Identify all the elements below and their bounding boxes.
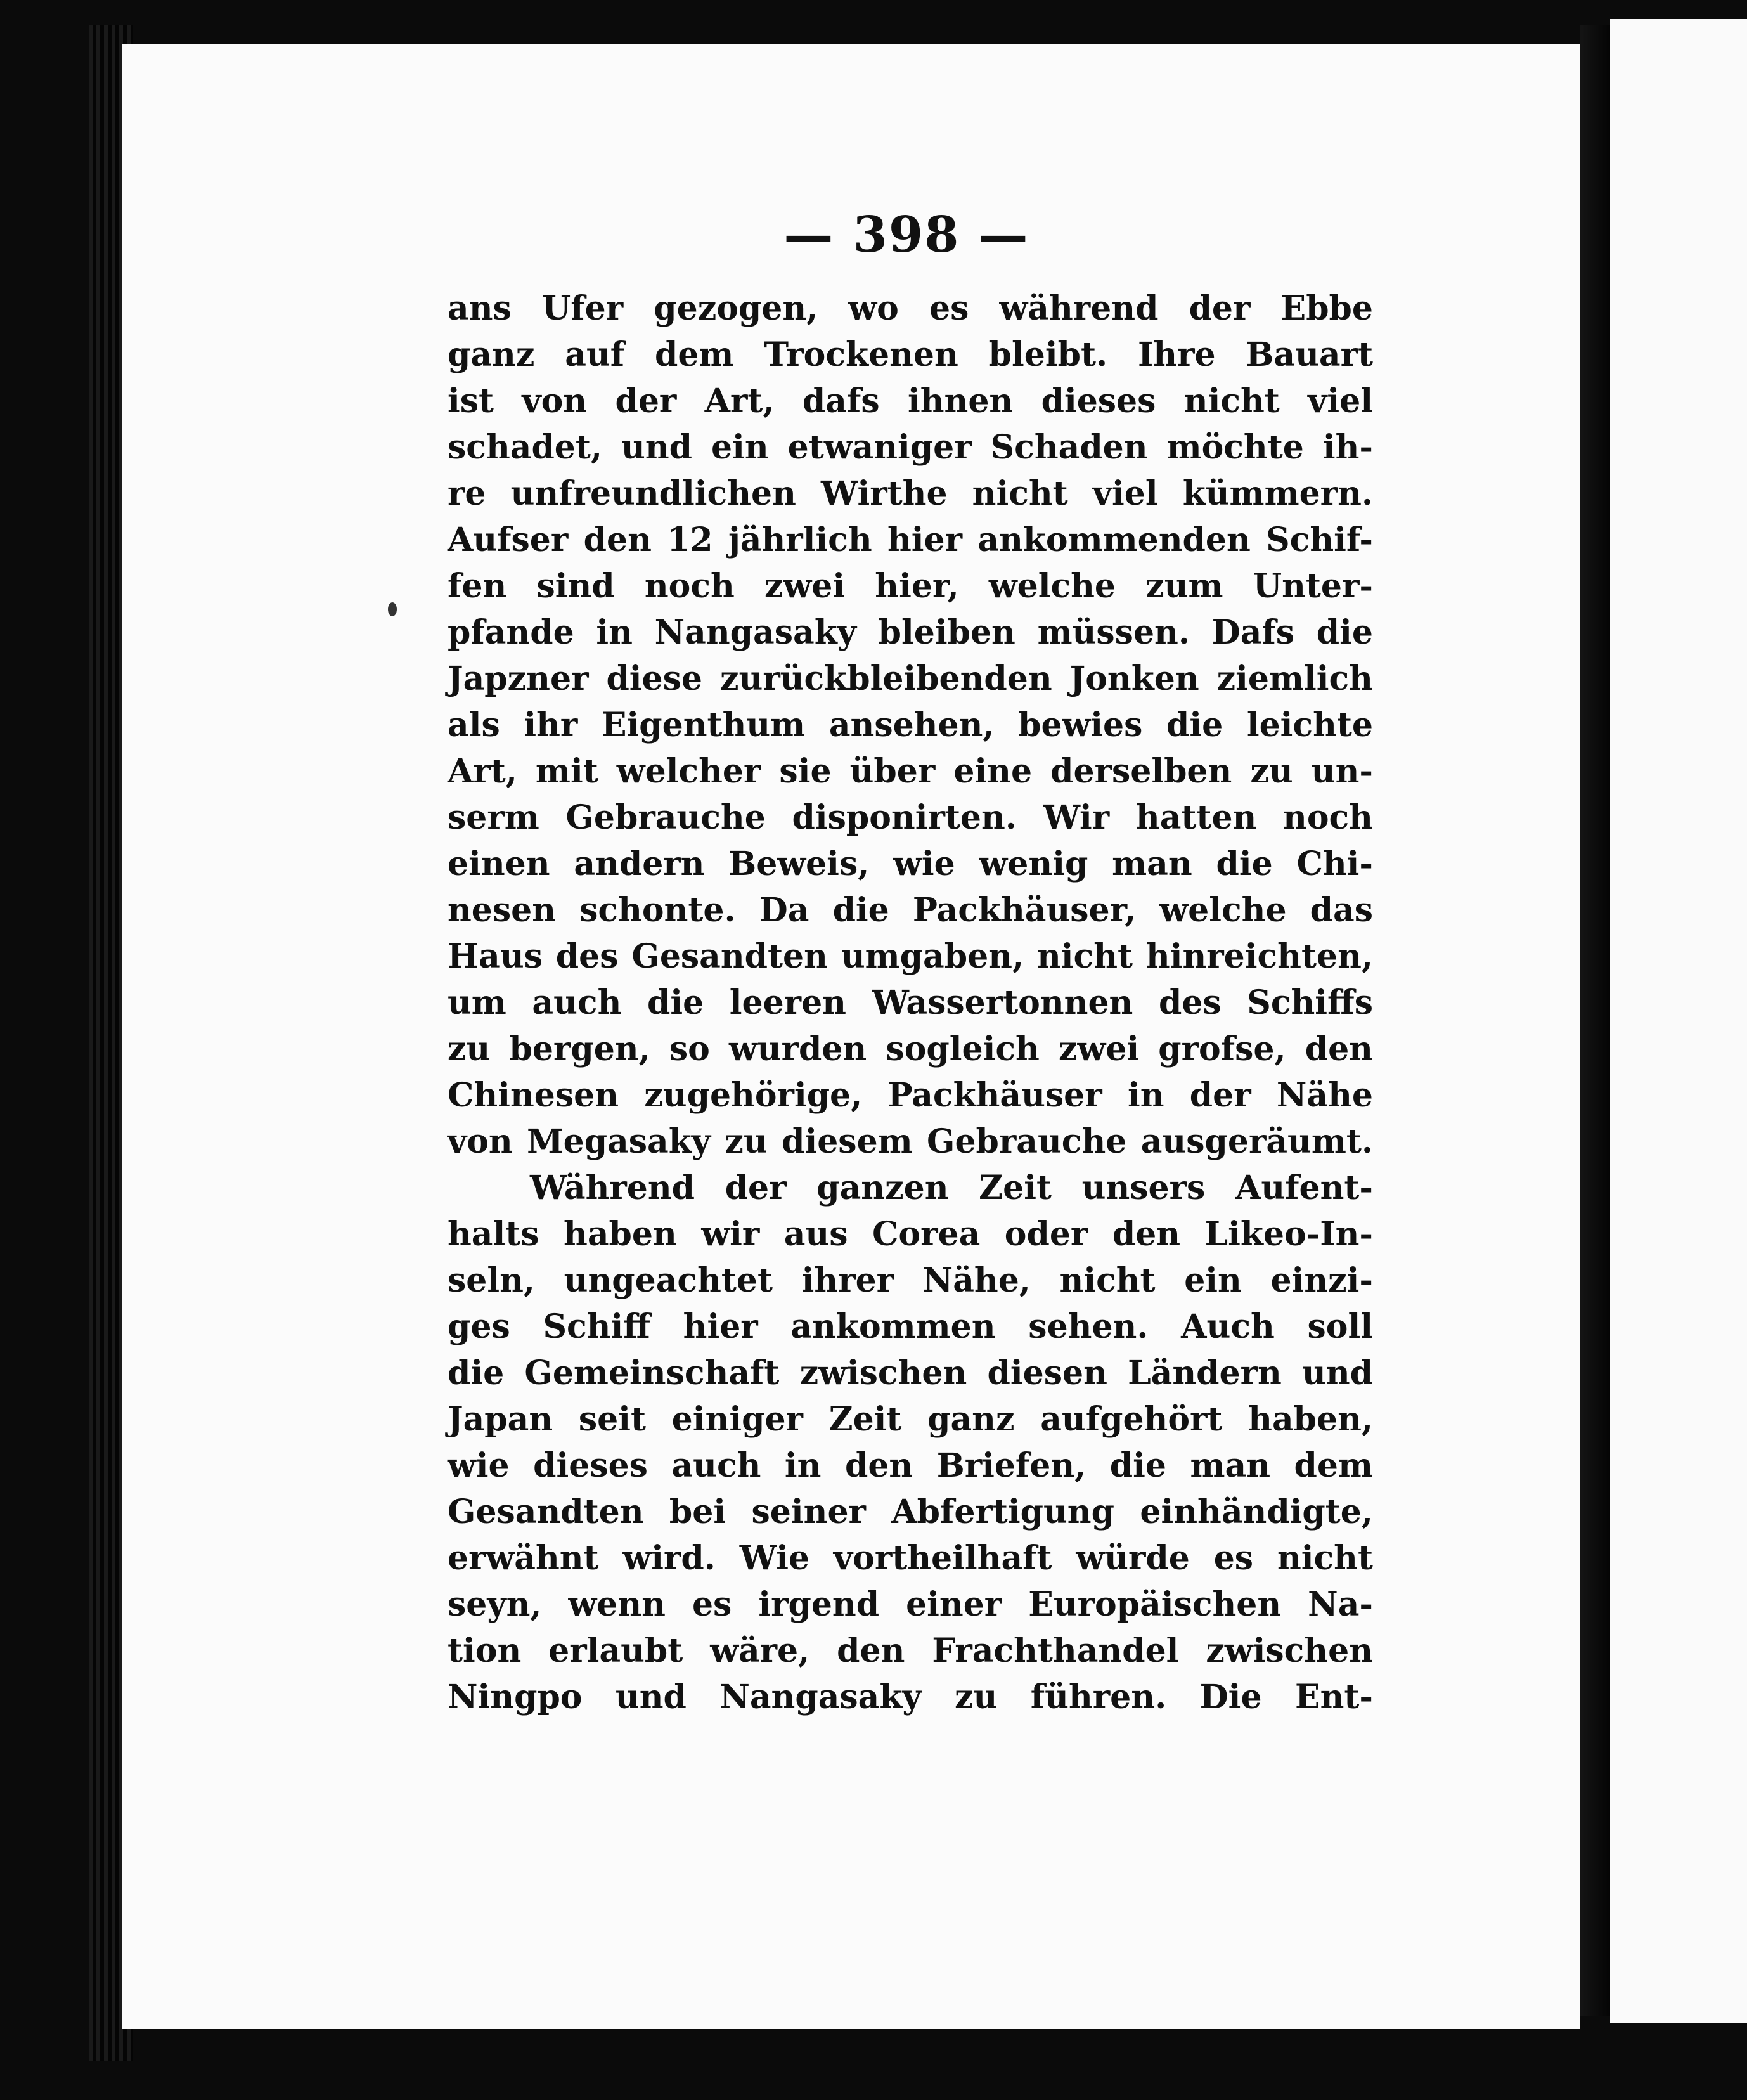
text-line: die Gemeinschaft zwischen diesen Ländern und bbox=[448, 1354, 1373, 1392]
text-line: halts haben wir aus Corea oder den Likeo-In- bbox=[448, 1215, 1373, 1254]
text-line: pfande in Nangasaky bleiben müssen. Dafs die bbox=[448, 613, 1373, 652]
text-line: ans Ufer gezogen, wo es während der Ebbe bbox=[448, 289, 1373, 328]
text-line: Japzner diese zurückbleibenden Jonken ziemlich bbox=[448, 659, 1373, 698]
body-text bbox=[448, 285, 1373, 1720]
page-gutter-edge bbox=[1580, 25, 1610, 2016]
ink-speck bbox=[388, 602, 397, 616]
text-line: ganz auf dem Trockenen bleibt. Ihre Bauart bbox=[448, 335, 1373, 374]
text-line: seln, ungeachtet ihrer Nähe, nicht ein einzi- bbox=[448, 1261, 1373, 1300]
text-line: Während der ganzen Zeit unsers Aufent- bbox=[530, 1169, 1373, 1207]
text-line: nesen schonte. Da die Packhäuser, welche das bbox=[448, 891, 1373, 930]
adjacent-page-strip bbox=[1610, 19, 1747, 2023]
text-line: serm Gebrauche disponirten. Wir hatten noch bbox=[448, 798, 1373, 837]
text-line: Art, mit welcher sie über eine derselben zu un- bbox=[448, 752, 1373, 791]
text-line: zu bergen, so wurden sogleich zwei grofse, den bbox=[448, 1030, 1373, 1068]
text-line: seyn, wenn es irgend einer Europäischen Na- bbox=[448, 1585, 1373, 1624]
text-line: einen andern Beweis, wie wenig man die Chi- bbox=[448, 845, 1373, 883]
text-line: Japan seit einiger Zeit ganz aufgehört haben, bbox=[448, 1400, 1373, 1439]
text-line: Ningpo und Nangasaky zu führen. Die Ent- bbox=[448, 1678, 1373, 1716]
text-line: tion erlaubt wäre, den Frachthandel zwischen bbox=[448, 1631, 1373, 1670]
text-line: erwähnt wird. Wie vortheilhaft würde es nicht bbox=[448, 1539, 1373, 1578]
text-line: ges Schiff hier ankommen sehen. Auch soll bbox=[448, 1307, 1373, 1346]
text-line: fen sind noch zwei hier, welche zum Unter- bbox=[448, 567, 1373, 606]
text-line: schadet, und ein etwaniger Schaden möchte ih- bbox=[448, 428, 1373, 467]
text-line: Gesandten bei seiner Abfertigung einhändigte, bbox=[448, 1493, 1373, 1531]
page-number: — 398 — bbox=[783, 205, 1029, 264]
text-line: Chinesen zugehörige, Packhäuser in der Nähe bbox=[448, 1076, 1373, 1115]
text-line: Aufser den 12 jährlich hier ankommenden Schif- bbox=[448, 521, 1373, 559]
text-line: um auch die leeren Wassertonnen des Schiffs bbox=[448, 983, 1373, 1022]
text-line: von Megasaky zu diesem Gebrauche ausgeräumt. bbox=[448, 1122, 1373, 1161]
text-line: wie dieses auch in den Briefen, die man dem bbox=[448, 1446, 1373, 1485]
text-line: ist von der Art, dafs ihnen dieses nicht viel bbox=[448, 382, 1373, 420]
text-line: als ihr Eigenthum ansehen, bewies die leichte bbox=[448, 706, 1373, 744]
text-line: re unfreundlichen Wirthe nicht viel kümmern. bbox=[448, 474, 1373, 513]
text-line: Haus des Gesandten umgaben, nicht hinreichten, bbox=[448, 937, 1373, 976]
